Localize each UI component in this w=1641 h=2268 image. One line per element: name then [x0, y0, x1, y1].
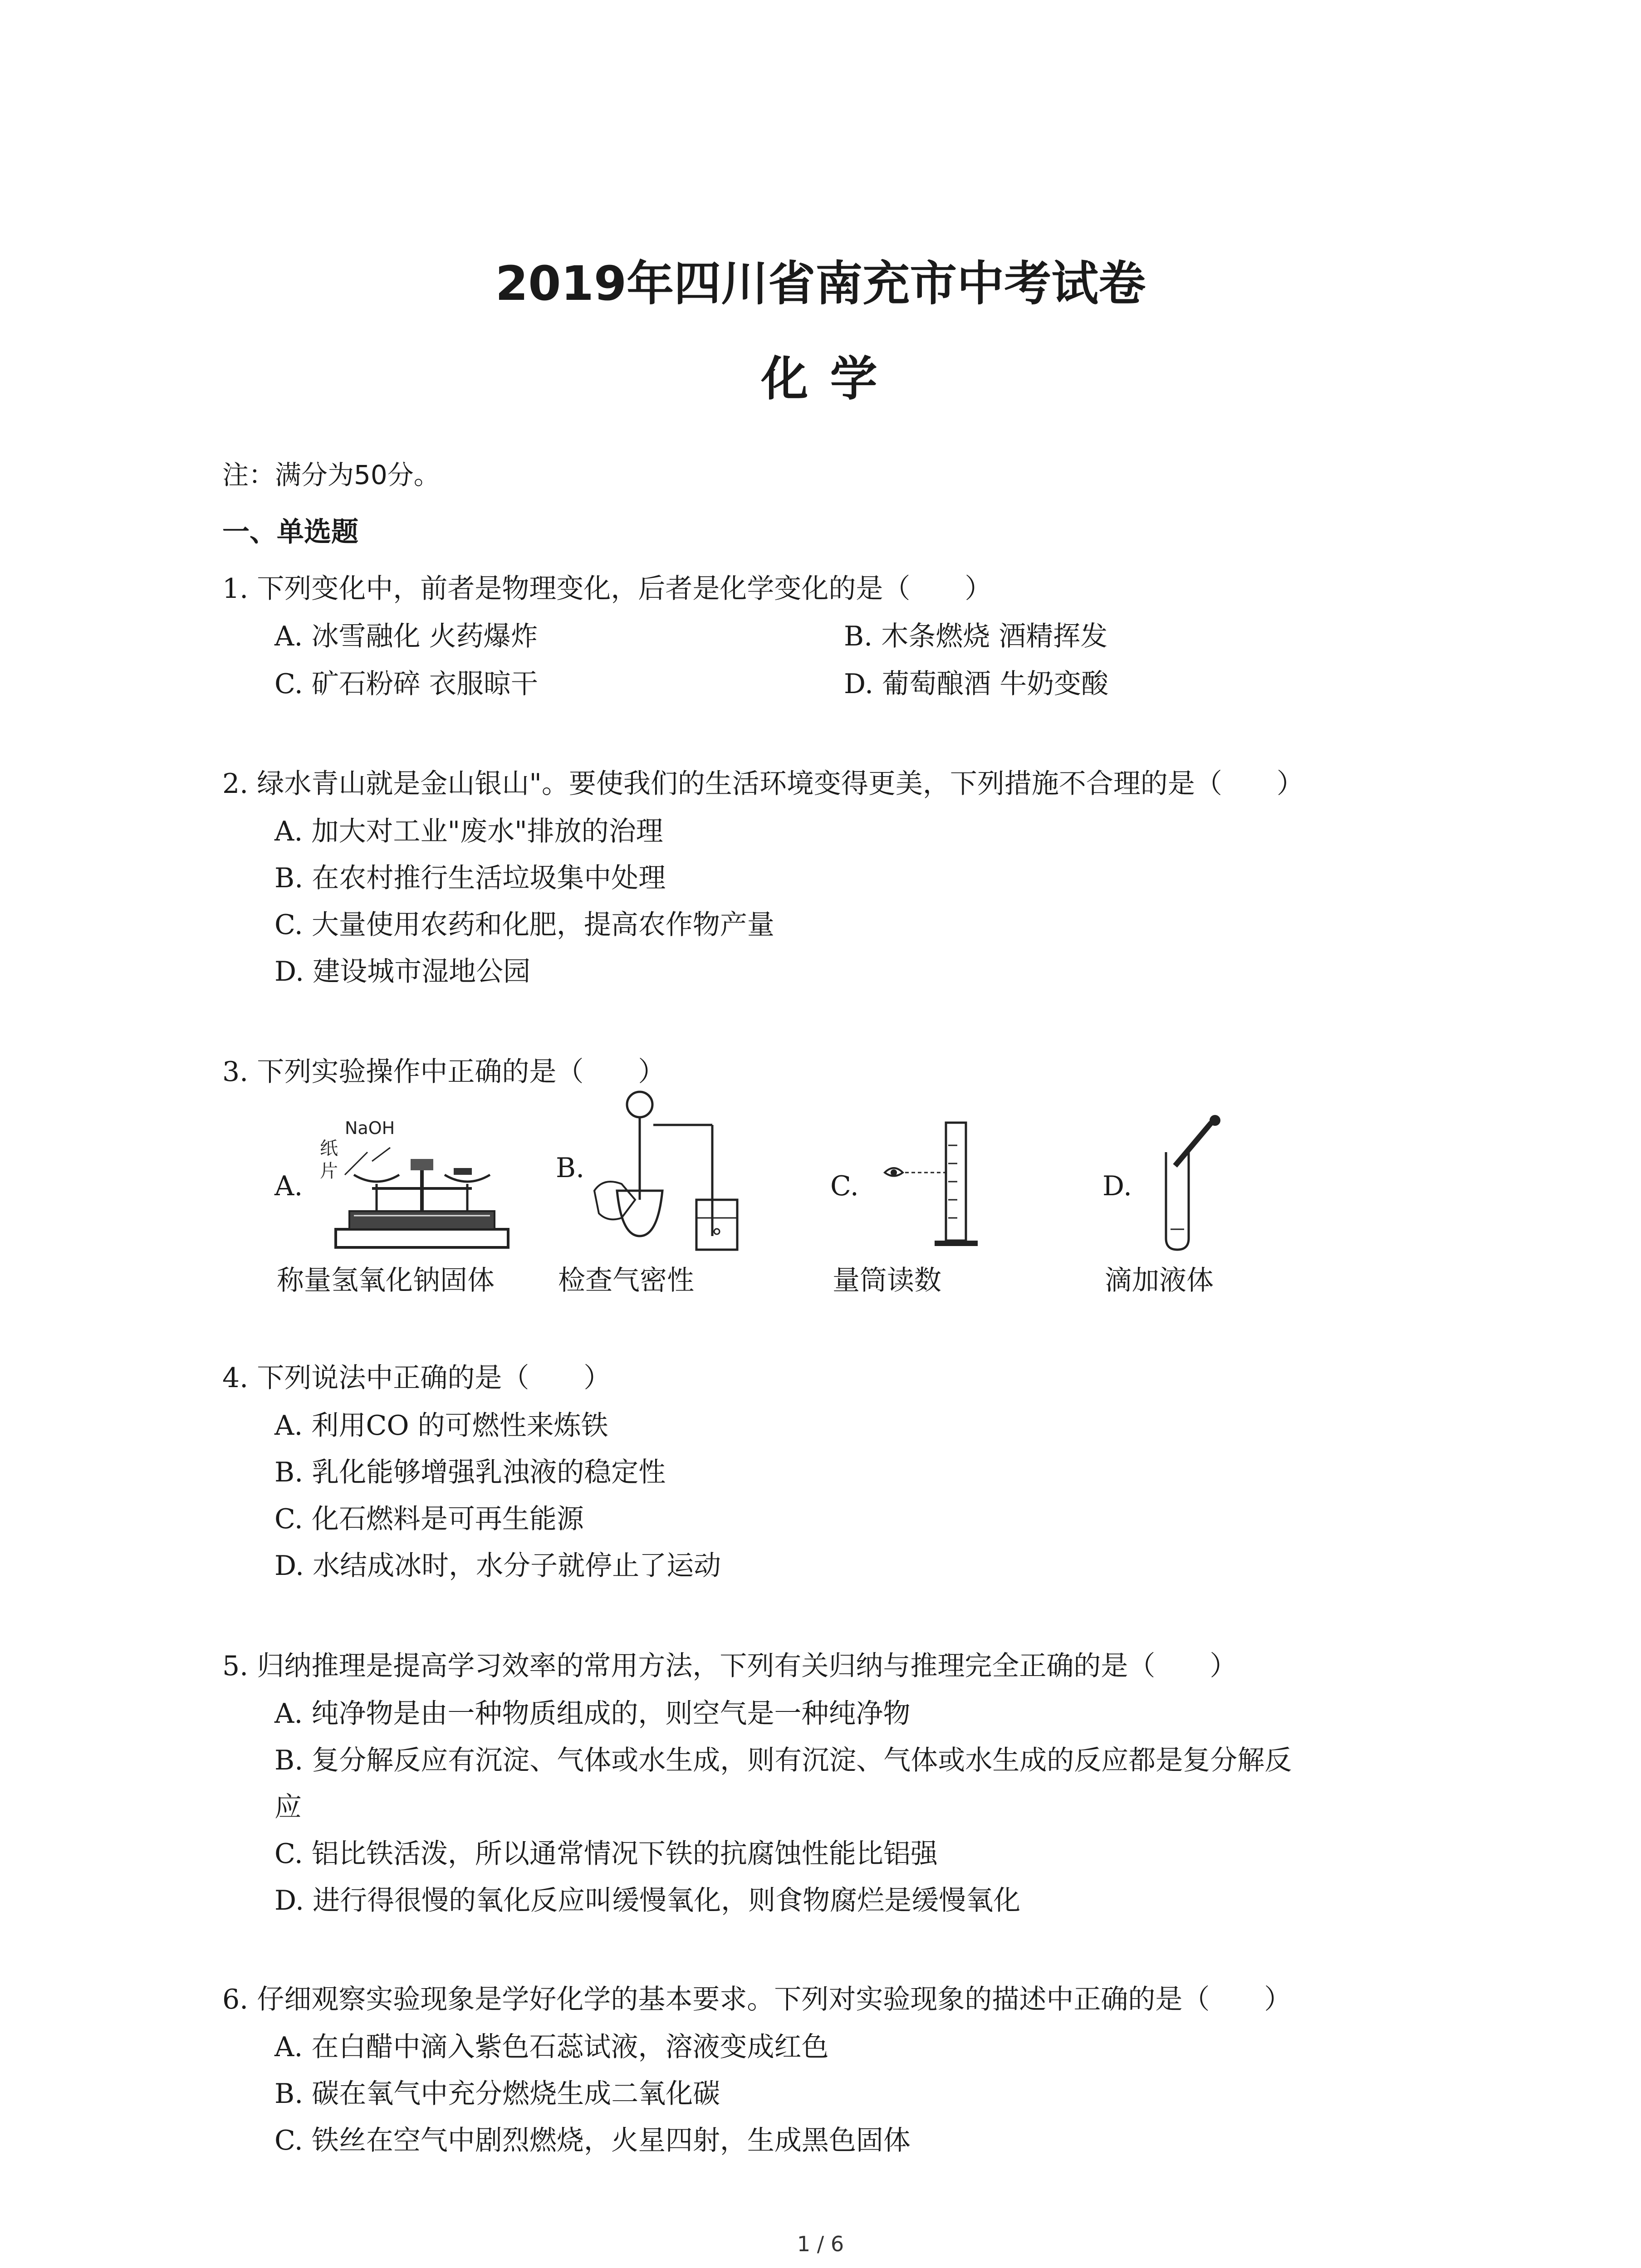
airtightness-check-image — [585, 1086, 744, 1254]
question-5-option-a: A. 纯净物是由一种物质组成的，则空气是一种纯净物 — [274, 1698, 911, 1730]
question-4-option-c: C. 化石燃料是可再生能源 — [274, 1503, 584, 1535]
question-3-option-d: D. — [1102, 1170, 1132, 1202]
question-3-caption-b: 检查气密性 — [558, 1265, 694, 1296]
balance-scale-image — [318, 1120, 526, 1252]
question-2-option-a: A. 加大对工业"废水"排放的治理 — [274, 816, 663, 847]
question-2-option-c: C. 大量使用农药和化肥，提高农作物产量 — [274, 909, 774, 941]
question-4-option-b: B. 乳化能够增强乳浊液的稳定性 — [274, 1457, 666, 1488]
dropper-test-tube-image — [1148, 1116, 1239, 1252]
question-3-caption-a: 称量氢氧化钠固体 — [277, 1265, 495, 1296]
question-2-option-d: D. 建设城市湿地公园 — [274, 956, 531, 987]
question-6-stem: 6. 仔细观察实验现象是学好化学的基本要求。下列对实验现象的描述中正确的是（ ） — [222, 1984, 1292, 2015]
question-6-option-c: C. 铁丝在空气中剧烈燃烧，火星四射，生成黑色固体 — [274, 2125, 911, 2156]
question-1-option-a: A. 冰雪融化 火药爆炸 — [274, 621, 538, 652]
question-6-option-a: A. 在白醋中滴入紫色石蕊试液，溶液变成红色 — [274, 2031, 829, 2063]
question-3-stem: 3. 下列实验操作中正确的是（ ） — [222, 1056, 666, 1088]
question-6-option-b: B. 碳在氧气中充分燃烧生成二氧化碳 — [274, 2078, 720, 2110]
question-5-option-c: C. 铝比铁活泼，所以通常情况下铁的抗腐蚀性能比铝强 — [274, 1838, 938, 1870]
question-3-option-b: B. — [556, 1152, 585, 1184]
question-2-stem: 2. 绿水青山就是金山银山"。要使我们的生活环境变得更美，下列措施不合理的是（ ） — [222, 768, 1304, 800]
question-1-option-c: C. 矿石粉碎 衣服晾干 — [274, 668, 538, 700]
question-5-option-b-continued: 应 — [274, 1791, 302, 1823]
question-3-option-c: C. — [830, 1170, 859, 1202]
question-1-option-d: D. 葡萄酿酒 牛奶变酸 — [844, 668, 1109, 700]
question-2-option-b: B. 在农村推行生活垃圾集中处理 — [274, 862, 666, 894]
question-5-option-b: B. 复分解反应有沉淀、气体或水生成，则有沉淀、气体或水生成的反应都是复分解反 — [274, 1745, 1292, 1776]
naoh-label: NaOH — [345, 1118, 395, 1138]
exam-title: 2019年四川省南充市中考试卷 — [495, 256, 1146, 311]
score-note: 注：满分为50分。 — [222, 459, 440, 490]
question-4-stem: 4. 下列说法中正确的是（ ） — [222, 1362, 611, 1394]
graduated-cylinder-image — [876, 1118, 994, 1254]
paper-label-1: 纸 — [320, 1138, 338, 1159]
question-1-option-b: B. 木条燃烧 酒精挥发 — [844, 621, 1108, 652]
question-4-option-a: A. 利用CO 的可燃性来炼铁 — [274, 1410, 608, 1442]
question-1-stem: 1. 下列变化中，前者是物理变化，后者是化学变化的是（ ） — [222, 573, 992, 605]
subject-title: 化 学 — [761, 351, 880, 406]
question-5-stem: 5. 归纳推理是提高学习效率的常用方法，下列有关归纳与推理完全正确的是（ ） — [222, 1650, 1237, 1682]
question-3-caption-d: 滴加液体 — [1105, 1265, 1214, 1296]
question-3-caption-c: 量筒读数 — [833, 1265, 941, 1296]
question-3-option-a: A. — [274, 1170, 303, 1202]
question-4-option-d: D. 水结成冰时，水分子就停止了运动 — [274, 1550, 721, 1582]
section-heading: 一、单选题 — [222, 516, 358, 548]
page-number: 1 / 6 — [797, 2232, 844, 2256]
paper-label-2: 片 — [320, 1161, 338, 1182]
question-5-option-d: D. 进行得很慢的氧化反应叫缓慢氧化，则食物腐烂是缓慢氧化 — [274, 1885, 1021, 1916]
